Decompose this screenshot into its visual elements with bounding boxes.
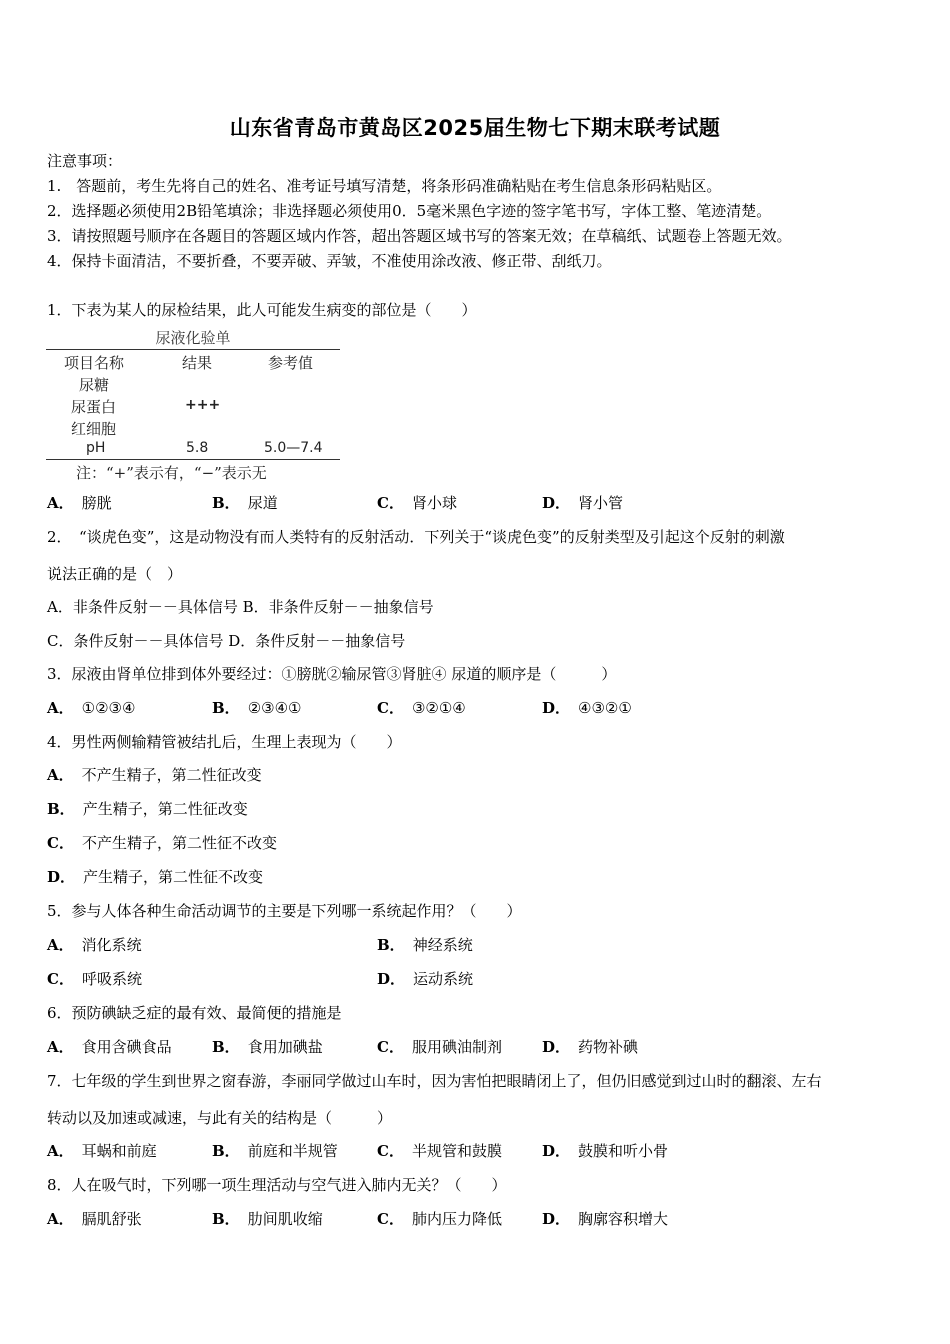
option-b[interactable]: B． 食用加碘盐	[212, 1038, 323, 1056]
table-cell: 红细胞	[71, 420, 117, 438]
table-header: 参考值	[268, 354, 314, 372]
option-d[interactable]: D． 肾小管	[542, 494, 624, 512]
question-2-stem-cont: 说法正确的是（ ）	[47, 565, 183, 583]
table-cell: pH	[86, 440, 106, 456]
table-bottom-rule	[46, 459, 340, 460]
question-5-stem: 5．参与人体各种生命活动调节的主要是下列哪一系统起作用？（ ）	[47, 902, 522, 920]
question-7-stem: 7．七年级的学生到世界之窗春游，李丽同学做过山车时，因为害怕把眼睛闭上了，但仍旧感觉到过山时的翻滚、左右	[47, 1072, 822, 1090]
option-c[interactable]: C． 半规管和鼓膜	[377, 1142, 502, 1160]
notice-heading: 注意事项：	[47, 152, 123, 170]
option-c[interactable]: C． 肾小球	[377, 494, 457, 512]
option-a[interactable]: A． 膀胱	[47, 494, 112, 512]
option-a[interactable]: A． 消化系统	[47, 936, 142, 954]
table-note: 注：“+”表示有，“−”表示无	[76, 464, 267, 482]
notice-item: 3．请按照题号顺序在各题目的答题区域内作答，超出答题区域书写的答案无效；在草稿纸、试题卷上答题无效。	[47, 227, 792, 245]
table-header: 项目名称	[64, 354, 125, 372]
option-a[interactable]: A． 膈肌舒张	[47, 1210, 142, 1228]
question-1-stem: 1．下表为某人的尿检结果，此人可能发生病变的部位是（ ）	[47, 301, 477, 319]
option-a[interactable]: A． 不产生精子，第二性征改变	[47, 766, 262, 784]
notice-item: 1. 答题前，考生先将自己的姓名、准考证号填写清楚，将条形码准确粘贴在考生信息条形码粘贴区。	[47, 177, 722, 195]
option-b[interactable]: B． ②③④①	[212, 699, 302, 717]
option-b[interactable]: B． 尿道	[212, 494, 278, 512]
page-title: 山东省青岛市黄岛区2025届生物七下期末联考试题	[229, 116, 721, 140]
question-8-stem: 8．人在吸气时，下列哪一项生理活动与空气进入肺内无关？（ ）	[47, 1176, 507, 1194]
table-cell: 尿蛋白	[71, 398, 117, 416]
option-d[interactable]: D． 产生精子，第二性征不改变	[47, 868, 264, 886]
option-c[interactable]: C． ③②①④	[377, 699, 466, 717]
question-2-options-ab[interactable]: A．非条件反射－－具体信号 B．非条件反射－－抽象信号	[47, 598, 434, 616]
question-2-stem: 2． “谈虎色变”，这是动物没有而人类特有的反射活动．下列关于“谈虎色变”的反射类型及引起这个反射的刺激	[47, 528, 785, 546]
option-d[interactable]: D． 鼓膜和听小骨	[542, 1142, 669, 1160]
option-d[interactable]: D． ④③②①	[542, 699, 632, 717]
question-3-stem: 3．尿液由肾单位排到体外要经过：①膀胱②输尿管③肾脏④ 尿道的顺序是（ ）	[47, 665, 617, 683]
option-c[interactable]: C． 呼吸系统	[47, 970, 142, 988]
option-b[interactable]: B． 肋间肌收缩	[212, 1210, 323, 1228]
notice-item: 2．选择题必须使用2B铅笔填涂；非选择题必须使用0．5毫米黑色字迹的签字笔书写，字体工整、笔迹清楚。	[47, 202, 772, 220]
urine-test-table	[46, 327, 340, 482]
table-cell: 尿糖	[79, 376, 110, 394]
table-cell: +++	[185, 397, 221, 413]
option-b[interactable]: B． 神经系统	[377, 936, 473, 954]
option-d[interactable]: D． 药物补碘	[542, 1038, 639, 1056]
option-c[interactable]: C． 不产生精子，第二性征不改变	[47, 834, 277, 852]
option-a[interactable]: A． 耳蜗和前庭	[47, 1142, 157, 1160]
notice-item: 4．保持卡面清洁，不要折叠，不要弄破、弄皱，不准使用涂改液、修正带、刮纸刀。	[47, 252, 612, 270]
option-d[interactable]: D． 胸廓容积增大	[542, 1210, 669, 1228]
option-c[interactable]: C． 肺内压力降低	[377, 1210, 502, 1228]
option-c[interactable]: C． 服用碘油制剂	[377, 1038, 502, 1056]
question-2-options-cd[interactable]: C．条件反射－－具体信号 D．条件反射－－抽象信号	[47, 632, 406, 650]
table-caption: 尿液化验单	[155, 329, 231, 347]
option-d[interactable]: D． 运动系统	[377, 970, 474, 988]
option-a[interactable]: A． ①②③④	[47, 699, 136, 717]
table-cell: 5.0—7.4	[264, 440, 323, 456]
table-cell: 5.8	[186, 440, 209, 456]
question-7-stem-cont: 转动以及加速或减速，与此有关的结构是（ ）	[47, 1109, 393, 1127]
option-a[interactable]: A． 食用含碘食品	[47, 1038, 172, 1056]
table-top-rule	[46, 349, 340, 350]
option-b[interactable]: B． 产生精子，第二性征改变	[47, 800, 248, 818]
option-b[interactable]: B． 前庭和半规管	[212, 1142, 338, 1160]
question-6-stem: 6．预防碘缺乏症的最有效、最简便的措施是	[47, 1004, 342, 1022]
table-header: 结果	[182, 354, 213, 372]
question-4-stem: 4．男性两侧输精管被结扎后，生理上表现为（ ）	[47, 733, 402, 751]
